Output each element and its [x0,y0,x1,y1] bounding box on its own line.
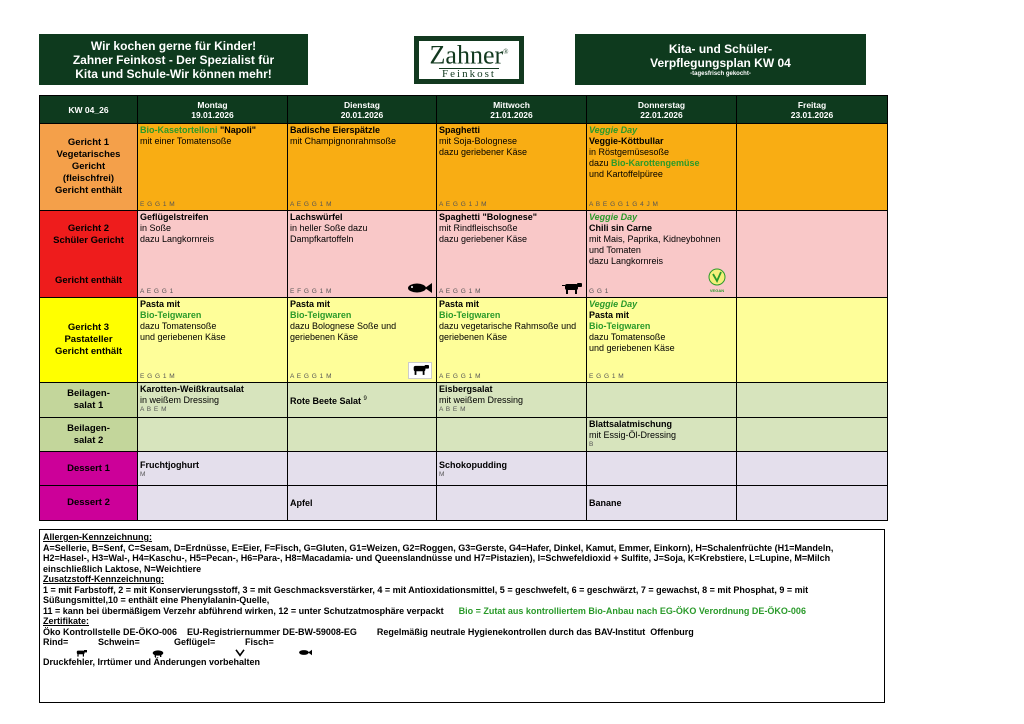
cert-text: Öko Kontrollstelle DE-ÖKO-006 EU-Registriernummer DE-BW-59008-EG Regelmäßig neutrale Hygienekontrollen durch das BAV-Institut Offenburg [43,626,694,637]
additive-legend-text: 1 = mit Farbstoff, 2 = mit Konservierungsstoff, 3 = mit Geschmacksverstärker, 4 = mit Antioxidationsmittel, 5 = geschwefelt, 6 = geschwärzt, 7 = gewachst, 8 = mit Phosphat, 9 = mit Süßungsmittel,10 = enthält eine Phenylalanin-Quelle, [43,584,809,605]
allergen-legend-text: A=Sellerie, B=Senf, C=Sesam, D=Erdnüsse, E=Eier, F=Fisch, G=Gluten, G1=Weizen, G2=Roggen, G3=Gerste, G4=Hafer, Dinkel, Kamut, Emmer, Einkorn), H=Schalenfrüchte (H1=Mandeln, H2=Hasel-, H3=Wal-, H4=Kaschu-, H5=Pecan-, H6=Para-, H8=Macadamia- und Queenslandnüsse und H7=Pistazien), I=Schwefeldioxid + Sulfite, J=Soja, K=Krebstiere, L=Lupine, M=Milch einschließlich Laktose, N=Weichtiere [43,542,834,574]
slogan-line: Wir kochen gerne für Kinder! [90,38,257,53]
allergen-code: E G G 1 M [140,373,176,380]
menu-cell: Fruchtjoghurt M [138,452,288,486]
allergen-code: A E G G 1 M [290,373,332,380]
allergen-code: A E G G 1 M [439,373,481,380]
menu-table [39,95,888,521]
rind-label: Rind= [43,637,69,647]
beef-icon [408,362,432,379]
day-header-thursday: Donnerstag 22.01.2026 [587,96,737,124]
menu-cell-empty [138,486,288,521]
menu-cell: Pasta mit Bio-Teigwaren dazu Bolognese Soße und geriebenen Käse A E G G 1 M [288,298,437,383]
row-label-gericht-1: Gericht 1 Vegetarisches Gericht (fleischfrei) Gericht enthält [40,124,138,211]
menu-cell-empty [587,452,737,486]
allergen-code: E G G 1 M [140,201,176,208]
table-row [40,486,888,521]
menu-cell: Karotten-Weißkrautsalat in weißem Dressing A B E M [138,383,288,418]
menu-cell: Badische Eierspätzle mit Champignonrahmsoße A E G G 1 M [288,124,437,211]
logo-sub: Feinkost [439,68,499,80]
veggie-day-tag: Veggie Day [589,125,638,135]
menu-cell-empty [737,124,888,211]
vegan-icon: VEGAN [708,268,726,293]
day-header-monday: Montag 19.01.2026 [138,96,288,124]
menu-cell-empty [737,418,888,452]
row-label-salat-2: Beilagen- salat 2 [40,418,138,452]
menu-cell: Bio-Kasetortelloni "Napoli" mit einer Tomatensoße E G G 1 M [138,124,288,211]
menu-cell: Banane [587,486,737,521]
plan-title-box [575,34,866,85]
allergen-code: A E G G 1 J M [439,201,488,208]
menu-cell-empty [288,418,437,452]
table-row [40,211,888,298]
menu-cell: Veggie Day Veggie-Köttbullar in Röstgemüsesoße dazu Bio-Karottengemüse und Kartoffelpüree A B E G G 1 G 4 J M [587,124,737,211]
menu-cell: Pasta mit Bio-Teigwaren dazu vegetarische Rahmsoße und geriebenen Käse A E G G 1 M [437,298,587,383]
menu-cell: Veggie Day Chili sin Carne mit Mais, Paprika, Kidneybohnen und Tomaten dazu Langkornreis G G 1 VEGAN [587,211,737,298]
meat-icons-row [43,649,881,671]
menu-cell: Pasta mit Bio-Teigwaren dazu Tomatensoße und geriebenen Käse E G G 1 M [138,298,288,383]
allergen-code: G G 1 [589,288,609,295]
menu-cell: Blattsalatmischung mit Essig-Öl-Dressing B [587,418,737,452]
menu-cell-empty [737,383,888,418]
table-row [40,418,888,452]
veggie-day-tag: Veggie Day [589,212,638,222]
allergen-code: M [140,471,146,478]
menu-cell: Apfel [288,486,437,521]
fish-icon [406,282,432,294]
gefluegel-label: Geflügel= [174,637,216,647]
allergen-code: A B E G G 1 G 4 J M [589,201,659,208]
allergen-code: A E G G 1 [140,288,174,295]
allergen-code: A E G G 1 M [439,288,481,295]
allergen-code: A B E M [439,406,466,413]
slogan-line: Kita und Schule-Wir können mehr! [75,66,272,81]
plan-subtitle: -tagesfrisch gekocht- [690,70,751,77]
logo-main: Zahner [429,40,504,70]
chicken-icon [235,649,245,657]
menu-cell-empty [737,211,888,298]
meat-legend [43,637,881,649]
allergen-code: B [589,441,594,448]
table-row [40,383,888,418]
slogan-line: Zahner Feinkost - Der Spezialist für [72,52,275,67]
additive-legend-text-2: 11 = kann bei übermäßigem Verzehr abführend wirken, 12 = unter Schutzatmosphäre verpackt [43,605,444,616]
day-header-tuesday: Dienstag 20.01.2026 [288,96,437,124]
cert-title: Zertifikate: [43,616,90,626]
row-label-gericht-3: Gericht 3 Pastateller Gericht enthält [40,298,138,383]
menu-cell: Rote Beete Salat $^9$ [288,383,437,418]
menu-cell-empty [138,418,288,452]
menu-cell: Schokopudding M [437,452,587,486]
allergen-legend-title: Allergen-Kennzeichnung: [43,532,153,542]
week-label: KW 04_26 [40,96,138,124]
menu-cell: Geflügelstreifen in Soße dazu Langkornreis A E G G 1 [138,211,288,298]
menu-cell-empty [737,452,888,486]
menu-cell-empty [587,383,737,418]
plan-title-line: Verpflegungsplan KW 04 [650,55,791,70]
row-label-gericht-2: Gericht 2 Schüler Gericht Gericht enthält [40,211,138,298]
pig-icon [151,649,165,657]
slogan-box [39,34,308,85]
beef-icon [562,282,582,294]
table-header-row [40,96,888,124]
table-row [40,124,888,211]
additive-legend-title: Zusatzstoff-Kennzeichnung: [43,574,164,584]
menu-cell-empty [288,452,437,486]
plan-title-line: Kita- und Schüler- [668,41,773,56]
allergen-code: M [439,471,445,478]
allergen-code: A E G G 1 M [290,201,332,208]
menu-cell-empty [737,298,888,383]
bio-note: Bio = Zutat aus kontrolliertem Bio-Anbau nach EG-ÖKO Verordnung DE-ÖKO-006 [458,605,806,616]
fisch-label: Fisch= [245,637,274,647]
menu-cell: Veggie Day Pasta mit Bio-Teigwaren dazu Tomatensoße und geriebenen Käse E G G 1 M [587,298,737,383]
allergen-code: E F G G 1 M [290,288,332,295]
menu-cell: Eisbergsalat mit weißem Dressing A B E M [437,383,587,418]
row-label-dessert-1: Dessert 1 [40,452,138,486]
menu-cell: Lachswürfel in heller Soße dazu Dampfkartoffeln E F G G 1 M [288,211,437,298]
beef-icon [75,649,87,657]
day-header-wednesday: Mittwoch 21.01.2026 [437,96,587,124]
menu-cell-empty [737,486,888,521]
disclaimer: Druckfehler, Irrtümer und Änderungen vorbehalten [43,657,261,667]
day-header-friday: Freitag 23.01.2026 [737,96,888,124]
table-row [40,298,888,383]
allergen-code: A B E M [140,406,167,413]
menu-cell-empty [437,418,587,452]
row-label-salat-1: Beilagen- salat 1 [40,383,138,418]
schwein-label: Schwein= [98,637,140,647]
allergen-code: E G G 1 M [589,373,625,380]
veggie-day-tag: Veggie Day [589,299,638,309]
menu-cell: Spaghetti "Bolognese" mit Rindfleischsoße dazu geriebener Käse A E G G 1 M [437,211,587,298]
legend-box [39,529,885,703]
table-row [40,452,888,486]
zahner-logo [414,36,524,84]
fish-icon [298,649,312,656]
logo-registered: ® [503,48,509,57]
menu-cell-empty [437,486,587,521]
row-label-dessert-2: Dessert 2 [40,486,138,521]
menu-cell: Spaghetti mit Soja-Bolognese dazu geriebener Käse A E G G 1 J M [437,124,587,211]
